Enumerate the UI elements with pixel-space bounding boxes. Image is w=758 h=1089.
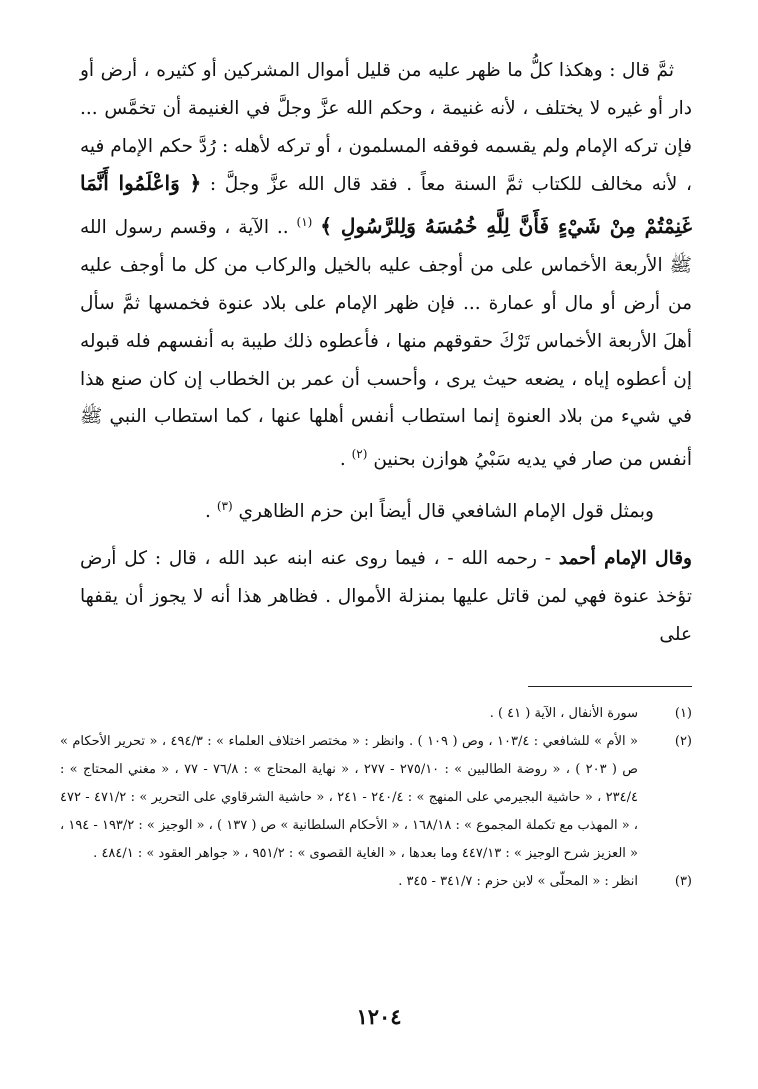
paragraph-3-text: - رحمه الله - ، فيما روى عنه ابنه عبد الله ، قال : كل أرض تؤخذ عنوة فهي لمن قاتل عليها بمنزلة الأموال . فظاهر هذا أنه لا يجوز أن يقفها على <box>80 548 692 645</box>
footnote-separator <box>528 686 692 687</box>
footnote <box>60 868 692 896</box>
footnote-number: (٣) <box>674 874 692 889</box>
page-number: ١٢٠٤ <box>356 1004 402 1029</box>
footnotes <box>60 700 692 896</box>
main-text <box>80 52 692 653</box>
footnote-number: (٢) <box>674 734 692 749</box>
footnote-text: سورة الأنفال ، الآية ( ٤١ ) . <box>489 706 638 721</box>
footnote <box>60 728 692 868</box>
paragraph-1 <box>80 52 692 479</box>
footnote-text: « الأم » للشافعي : ١٠٣/٤ ، وص ( ١٠٩ ) . وانظر : « مختصر اختلاف العلماء » : ٤٩٤/٣ ، « تحرير الأحكام » ص ( ٢٠٣ ) ، « روضة الطالبين » : ٢٧٥/١٠ - ٢٧٧ ، « نهاية المحتاج » : ٧٦/٨ - ٧٧ ، « مغني المحتاج » : ٢٣٤/٤ ، « حاشية البجيرمي على المنهج » : ٢٤٠/٤ - ٢٤١ ، « حاشية الشرقاوي على التحرير » : ٤٧١/٢ - ٤٧٢ ، « المهذب مع تكملة المجموع » : ١٦٨/١٨ ، « الأحكام السلطانية » ص ( ١٣٧ ) ، « الوجيز » : ١٩٣/٢ - ١٩٤ ، « العزيز شرح الوجيز » : ٤٤٧/١٣ وما بعدها ، « الغاية القصوى » : ٩٥١/٢ ، « جواهر العقود » : ٤٨٤/١ . <box>60 734 639 861</box>
paragraph-2 <box>80 488 692 531</box>
footnote-ref-3[interactable]: (٣) <box>216 499 233 514</box>
quran-verse: ﴿ وَاعْلَمُوا أَنَّمَا غَنِمْتُمْ مِنْ شَيْءٍ فَأَنَّ لِلَّهِ خُمُسَهُ وَلِلرَّسُولِ ﴾ <box>80 171 692 239</box>
footnote-ref-2[interactable]: (٢) <box>351 447 368 462</box>
footnote <box>60 700 692 728</box>
footnote-ref-1[interactable]: (١) <box>296 215 313 230</box>
paragraph-3-lead: وقال الإمام أحمد <box>558 548 692 570</box>
paragraph-2-end: . <box>205 501 211 523</box>
paragraph-1-text: ثمَّ قال : وهكذا كلُّ ما ظهر عليه من قليل أموال المشركين أو كثيره ، أرض أو دار أو غيره لا يختلف ، لأنه غنيمة ، وحكم الله عزَّ وجلَّ في الغنيمة أن تخمَّس ... فإن تركه الإمام ولم يقسمه فوقفه المسلمون ، أو تركه لأهله : رُدَّ حكم الإمام فيه ، لأنه مخالف للكتاب ثمَّ السنة معاً . فقد قال الله عزَّ وجلَّ : <box>80 60 692 196</box>
paragraph-1-end: . <box>339 449 346 471</box>
paragraph-2-text: وبمثل قول الإمام الشافعي قال أيضاً ابن حزم الظاهري <box>238 501 654 523</box>
paragraph-3 <box>80 540 692 653</box>
footnote-text: انظر : « المحلّى » لابن حزم : ٣٤١/٧ - ٣٤٥ . <box>398 874 638 889</box>
paragraph-1-continuation: .. الآية ، وقسم رسول الله ﷺ الأربعة الأخماس على من أوجف عليه بالخيل والركاب من كل ما أوجف عليه من أرض أو مال أو عمارة ... فإن ظهر الإمام على بلاد عنوة فخمسها ثمَّ سأل أهلَ الأربعة الأخماس تَرْكَ حقوقهم منها ، فأعطوه ذلك طيبة به أنفسهم فله قبوله إن أعطوه إياه ، يضعه حيث يرى ، وأحسب أن عمر بن الخطاب إن كان صنع هذا في شيء من بلاد العنوة إنما استطاب أنفس أهلها عنها ، كما استطاب النبي ﷺ أنفس من صار في يديه سَبْيُ هوازن بحنين <box>80 217 692 471</box>
footnote-number: (١) <box>674 706 692 721</box>
